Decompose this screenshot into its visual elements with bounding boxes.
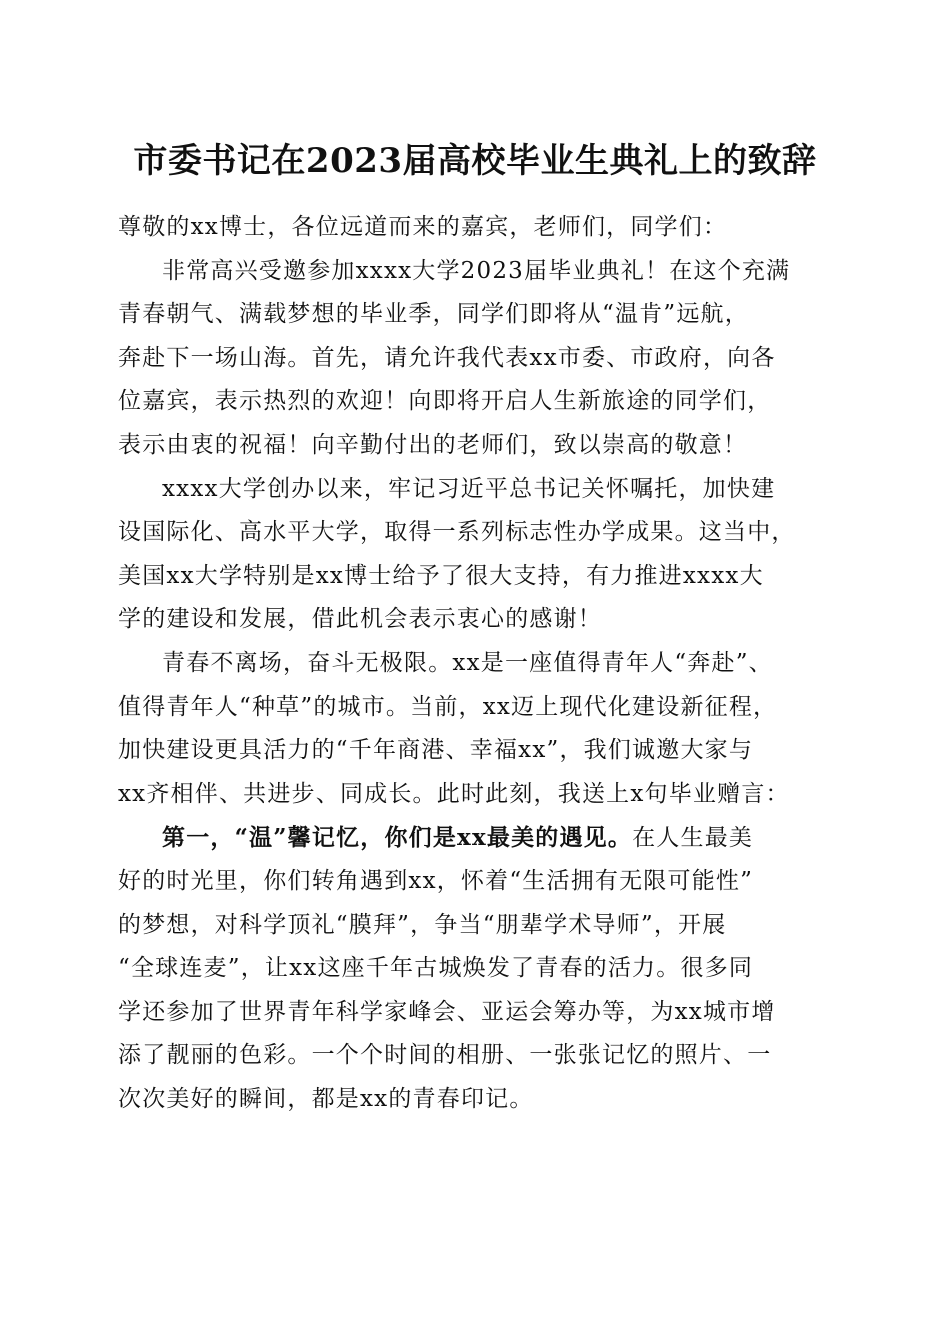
section-lead: 第一，“温”馨记忆，你们是xx最美的遇见。	[162, 824, 633, 852]
paragraph-line: 青春不离场，奋斗无极限。xx是一座值得青年人“奔赴”、	[162, 649, 773, 676]
paragraph-line: 添了靓丽的色彩。一个个时间的相册、一张张记忆的照片、一	[118, 1042, 772, 1069]
paragraph-line: 表示由衷的祝福！向辛勤付出的老师们，致以崇高的敬意！	[118, 431, 748, 458]
paragraph-line: 设国际化、高水平大学，取得一系列标志性办学成果。这当中，	[118, 519, 796, 546]
salutation: 尊敬的xx博士，各位远道而来的嘉宾，老师们，同学们：	[118, 214, 728, 240]
paragraph-line: 非常高兴受邀参加xxxx大学2023届毕业典礼！在这个充满	[162, 257, 791, 284]
paragraph-line: “全球连麦”，让xx这座千年古城焕发了青春的活力。很多同	[118, 955, 754, 982]
document-title: 市委书记在2023届高校毕业生典礼上的致辞	[133, 141, 817, 181]
paragraph-line: xx齐相伴、共进步、同成长。此时此刻，我送上x句毕业赠言：	[118, 780, 790, 807]
paragraph-3	[118, 642, 830, 816]
paragraph-line: 次次美好的瞬间，都是xx的青春印记。	[118, 1085, 534, 1112]
paragraph-line: 的梦想，对科学顶礼“膜拜”，争当“朋辈学术导师”，开展	[118, 911, 727, 938]
paragraph-line: 学的建设和发展，借此机会表示衷心的感谢！	[118, 606, 602, 633]
paragraph-4	[118, 816, 830, 1121]
paragraph-line: 好的时光里，你们转角遇到xx，怀着“生活拥有无限可能性”	[118, 867, 754, 894]
paragraph-first-line	[118, 816, 830, 860]
paragraph-line: 加快建设更具活力的“千年商港、幸福xx”，我们诚邀大家与	[118, 737, 754, 764]
paragraph-line: 位嘉宾，表示热烈的欢迎！向即将开启人生新旅途的同学们，	[118, 388, 772, 415]
paragraph-line: xxxx大学创办以来，牢记习近平总书记关怀嘱托，加快建	[162, 475, 776, 502]
paragraph-line: 奔赴下一场山海。首先，请允许我代表xx市委、市政府，向各	[118, 344, 776, 371]
paragraph-line: 值得青年人“种草”的城市。当前，xx迈上现代化建设新征程，	[118, 693, 778, 720]
paragraph-line: 学还参加了世界青年科学家峰会、亚运会筹办等，为xx城市增	[118, 998, 776, 1025]
paragraph-line: 青春朝气、满载梦想的毕业季，同学们即将从“温肯”远航，	[118, 301, 749, 328]
paragraph-2	[118, 468, 830, 642]
document-body	[118, 206, 830, 1121]
paragraph-line-rest: 在人生最美	[632, 825, 754, 852]
paragraph-line: 美国xx大学特别是xx博士给予了很大支持，有力推进xxxx大	[118, 562, 764, 589]
paragraph-1	[118, 250, 830, 468]
